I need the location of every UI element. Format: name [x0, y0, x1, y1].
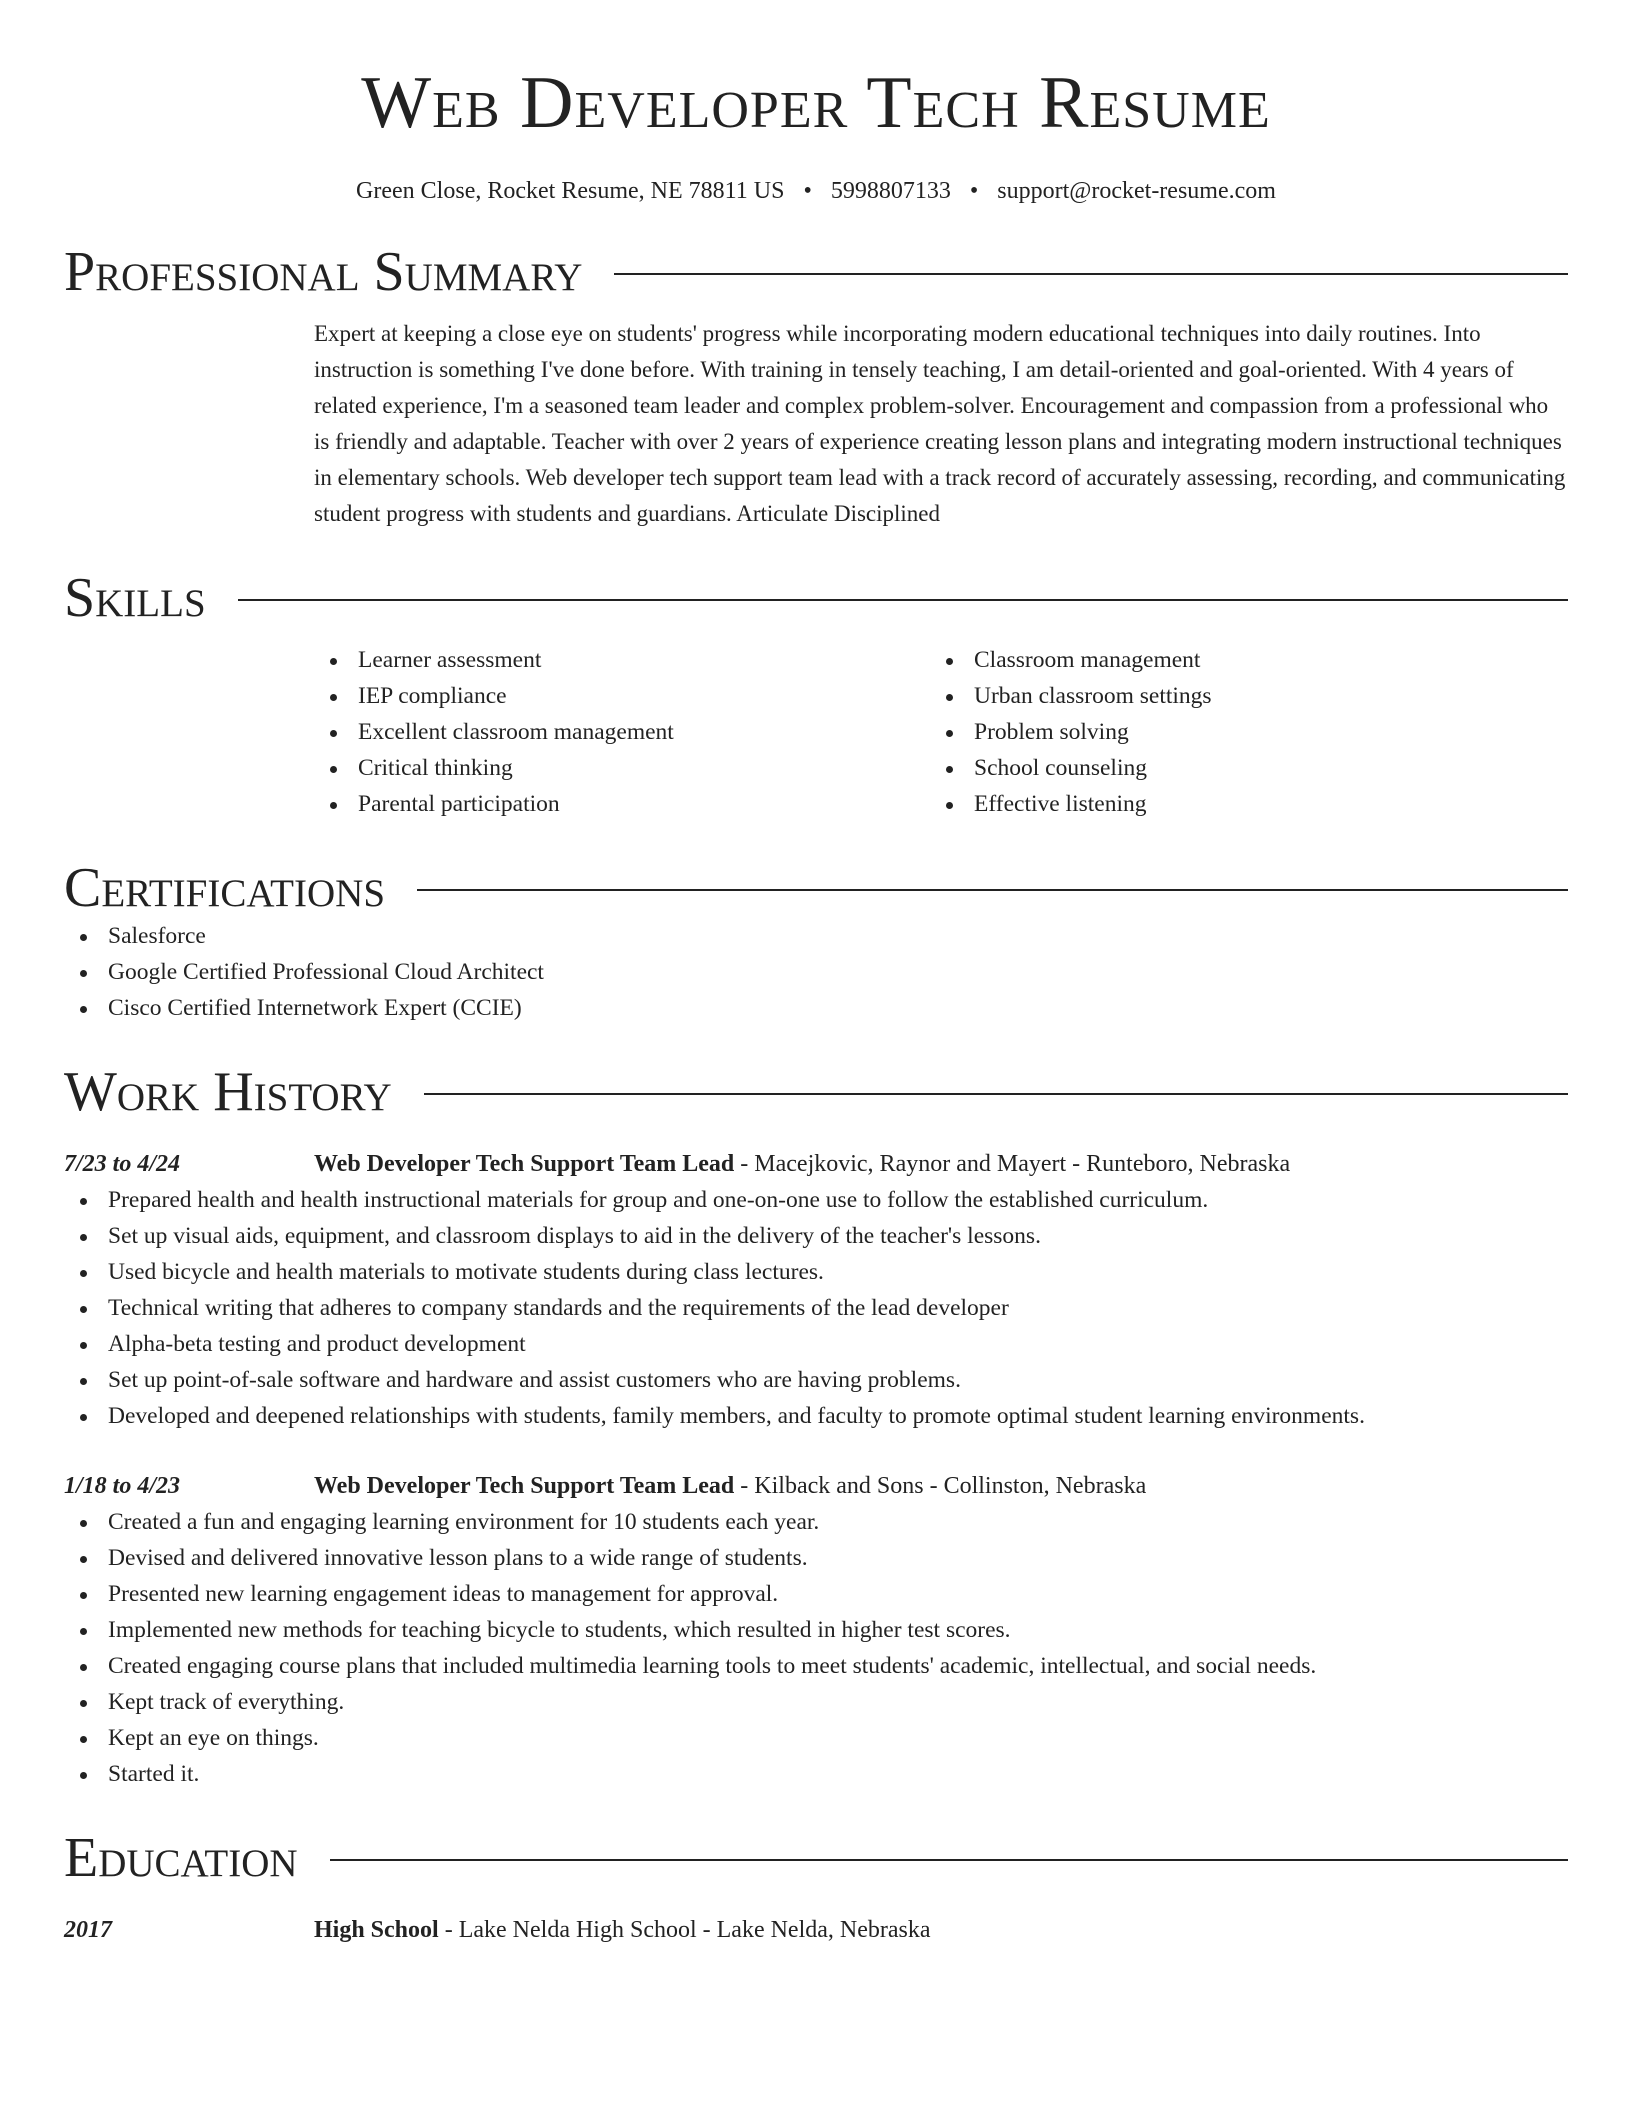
job-title: Web Developer Tech Support Team Lead [314, 1151, 735, 1177]
skills-list [314, 642, 1568, 822]
job-bullet: Used bicycle and health materials to motivate students during class lectures. [64, 1254, 1568, 1290]
skills-heading: Skills [64, 567, 206, 629]
skill-item: Effective listening [930, 786, 1546, 822]
job-employer: - Kilback and Sons - Collinston, Nebraska [734, 1473, 1147, 1499]
job-bullet: Started it. [64, 1756, 1568, 1792]
contact-separator: • [803, 178, 812, 204]
job-bullet: Presented new learning engagement ideas to management for approval. [64, 1576, 1568, 1612]
job-heading [314, 1146, 1290, 1182]
education-heading: Education [64, 1827, 298, 1889]
skill-item: Problem solving [930, 714, 1546, 750]
job-bullet: Kept track of everything. [64, 1684, 1568, 1720]
job-bullet: Kept an eye on things. [64, 1720, 1568, 1756]
education-section-header [64, 1828, 1568, 1888]
job-bullet: Created a fun and engaging learning environment for 10 students each year. [64, 1504, 1568, 1540]
job-bullet: Set up visual aids, equipment, and classroom displays to aid in the delivery of the teacher's lessons. [64, 1218, 1568, 1254]
section-divider [238, 599, 1568, 601]
certifications-heading: Certifications [64, 857, 386, 919]
job-entry-1 [64, 1146, 1568, 1182]
section-divider [417, 889, 1568, 891]
certifications-section-header [64, 858, 1568, 918]
certification-item: Salesforce [64, 918, 1568, 954]
section-divider [330, 1859, 1568, 1861]
job-bullet: Implemented new methods for teaching bicycle to students, which resulted in higher test scores. [64, 1612, 1568, 1648]
job-bullet: Prepared health and health instructional materials for group and one-on-one use to follow the established curriculum. [64, 1182, 1568, 1218]
resume-name: Web Developer Tech Resume [361, 62, 1271, 144]
job-bullet: Alpha-beta testing and product development [64, 1326, 1568, 1362]
skill-item: Parental participation [314, 786, 930, 822]
section-divider [424, 1093, 1568, 1095]
work-heading: Work History [64, 1061, 392, 1123]
section-divider [614, 273, 1568, 275]
skills-section-header [64, 568, 1568, 628]
contact-address: Green Close, Rocket Resume, NE 78811 US [356, 178, 785, 204]
contact-separator: • [969, 178, 979, 204]
education-year: 2017 [64, 1917, 112, 1943]
job-2-bullets [64, 1504, 1568, 1792]
skill-item: Excellent classroom management [314, 714, 930, 750]
job-bullet: Devised and delivered innovative lesson plans to a wide range of students. [64, 1540, 1568, 1576]
skills-column-right [930, 642, 1546, 822]
summary-section-header [64, 242, 1568, 302]
skill-item: Classroom management [930, 642, 1546, 678]
summary-heading: Professional Summary [64, 241, 583, 303]
skill-item: Critical thinking [314, 750, 930, 786]
education-entry [64, 1912, 1568, 1948]
summary-text: Expert at keeping a close eye on students' progress while incorporating modern educational techniques into daily routines. Into instruction is something I've done before. With training in tensely teaching, I am detail-oriented and goal-oriented. With 4 years of related experience, I'm a seasoned team leader and complex problem-solver. Encouragement and compassion from a professional who is friendly and adaptable. Teacher with over 2 years of experience creating lesson plans and integrating modern instructional techniques in elementary schools. Web developer tech support team lead with a track record of accurately assessing, recording, and communicating student progress with students and guardians. Articulate Disciplined [314, 321, 1566, 526]
certification-item: Cisco Certified Internetwork Expert (CCIE) [64, 990, 1568, 1026]
skill-item: IEP compliance [314, 678, 930, 714]
skill-item: School counseling [930, 750, 1546, 786]
contact-email: support@rocket-resume.com [997, 178, 1276, 204]
skill-item: Urban classroom settings [930, 678, 1546, 714]
contact-phone: 5998807133 [830, 178, 951, 204]
skills-column-left [314, 642, 930, 822]
job-bullet: Developed and deepened relationships with students, family members, and faculty to promote optimal student learning environments. [64, 1398, 1568, 1434]
skill-item: Learner assessment [314, 642, 930, 678]
education-heading-line [314, 1912, 931, 1948]
job-employer: - Macejkovic, Raynor and Mayert - Runteboro, Nebraska [734, 1151, 1291, 1177]
job-bullet: Created engaging course plans that included multimedia learning tools to meet students' academic, intellectual, and social needs. [64, 1648, 1568, 1684]
work-section-header [64, 1062, 1568, 1122]
education-degree: High School [314, 1917, 439, 1943]
job-dates: 1/18 to 4/23 [64, 1473, 181, 1499]
job-bullet: Set up point-of-sale software and hardware and assist customers who are having problems. [64, 1362, 1568, 1398]
job-title: Web Developer Tech Support Team Lead [314, 1473, 735, 1499]
job-1-bullets [64, 1182, 1568, 1434]
certification-item: Google Certified Professional Cloud Architect [64, 954, 1568, 990]
job-bullet: Technical writing that adheres to company standards and the requirements of the lead developer [64, 1290, 1568, 1326]
certifications-list [64, 918, 1568, 1026]
job-dates: 7/23 to 4/24 [64, 1151, 181, 1177]
job-entry-2 [64, 1468, 1568, 1504]
education-school: - Lake Nelda High School - Lake Nelda, Nebraska [438, 1917, 931, 1943]
contact-line [64, 176, 1568, 206]
job-heading [314, 1468, 1146, 1504]
